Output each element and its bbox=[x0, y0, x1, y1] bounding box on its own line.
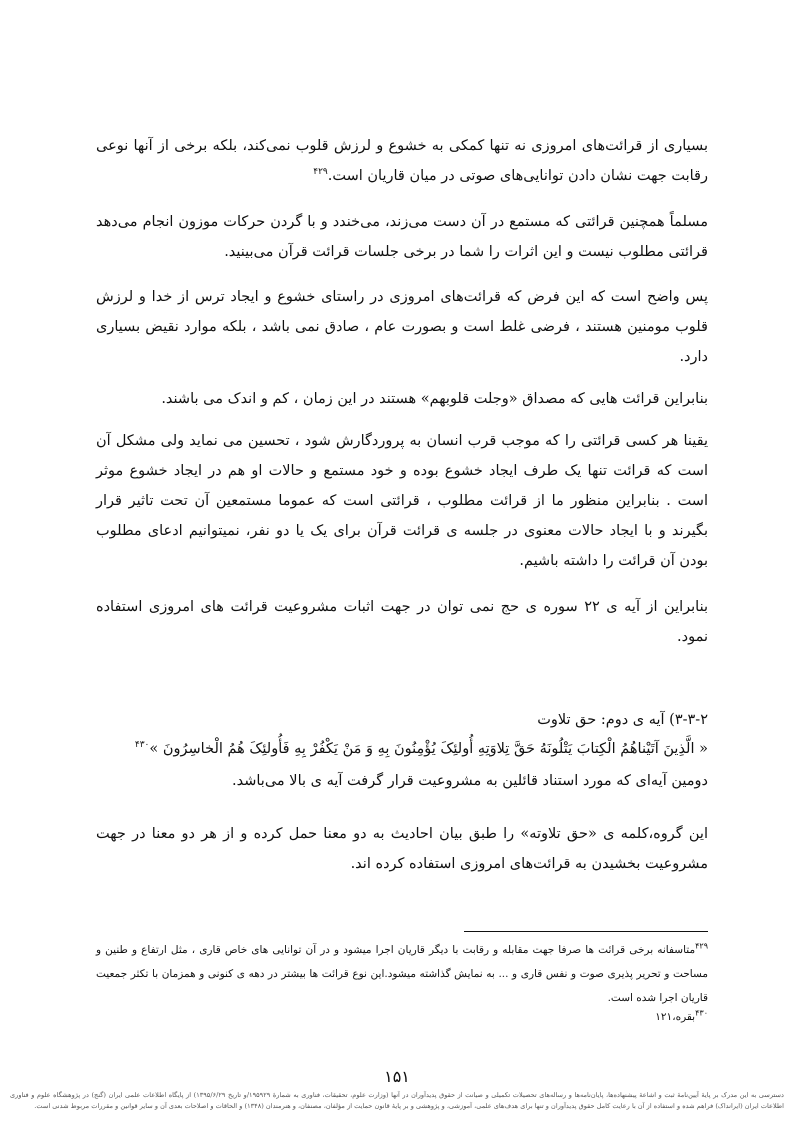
legal-notice: دسترسی به این مدرک بر پایهٔ آیین‌نامهٔ ثبت و اشاعهٔ پیشنهاده‌ها، پایان‌نامه‌ها و رساله‌های تحصیلات تکمیلی و صیانت از حقوق پدیدآوران در آنها (وزارت علوم، تحقیقات، فناوری به شمارهٔ ۱۹۵۹۲۹/و تاریخ ۱۳۹۵/۶/۲۹) از پایگاه اطلاعات علمی ایران (گنج) در پژوهشگاه علوم و فناوری اطلاعات ایران (ایرانداک) فراهم شده و استفاده از آن با رعایت کامل حقوق پدیدآوران و تنها برای هدف‌های علمی، آموزشی، و پژوهشی و بر پایهٔ قانون حمایت از مؤلفان، مصنفان، و هنرمندان (۱۳۴۸) و الحاقات و اصلاحات بعدی آن و سایر قوانین و مقررات مربوط شدنی است. bbox=[10, 1091, 784, 1110]
paragraph-1 bbox=[96, 131, 708, 191]
paragraph-1-text: بسیاری از قرائت‌های امروزی نه تنها کمکی به خشوع و لرزش قلوب نمی‌کند، بلکه برخی از آنها نوعی رقابت جهت نشان دادن توانایی‌های صوتی در میان قاریان است. bbox=[96, 138, 708, 184]
footnote-number: ۴۳۰ bbox=[695, 1008, 708, 1018]
quran-verse bbox=[96, 735, 708, 763]
footnote-ref-430[interactable]: ۴۳۰ bbox=[134, 740, 150, 751]
page-number: ۱۵۱ bbox=[384, 1067, 410, 1086]
paragraph-4: بنابراین قرائت هایی که مصداق «وجلت قلوبهم» هستند در این زمان ، کم و اندک می باشند. bbox=[161, 391, 708, 407]
section-heading: ۳-۳-۲) آیه ی دوم: حق تلاوت bbox=[537, 712, 708, 728]
footnote-429 bbox=[96, 938, 708, 1010]
footnote-separator bbox=[464, 931, 708, 932]
footnote-text: بقره،۱۲۱ bbox=[655, 1011, 696, 1023]
paragraph-3: پس واضح است که این فرض که قرائت‌های امروزی در راستای خشوع و ایجاد ترس از خدا و لرزش قلوب مومنین هستند ، فرضی غلط است و بصورت عام ، صادق نمی باشد ، بلکه موارد نقیض بسیاری دارد. bbox=[96, 289, 708, 365]
footnote-number: ۴۲۹ bbox=[695, 941, 708, 951]
paragraph-6: بنابراین از آیه ی ۲۲ سوره ی حج نمی توان در جهت اثبات مشروعیت قرائت های امروزی استفاده نمود. bbox=[96, 599, 708, 645]
paragraph-8: این گروه،کلمه ی «حق تلاوته» را طبق بیان احادیث به دو معنا حمل کرده و از هر دو معنا در جهت مشروعیت بخشیدن به قرائت‌های امروزی استفاده کرده اند. bbox=[96, 826, 708, 872]
paragraph-7: دومین آیه‌ای که مورد استناد قائلین به مشروعیت قرار گرفت آیه ی بالا می‌باشد. bbox=[232, 773, 708, 789]
footnote-430 bbox=[96, 1005, 708, 1029]
verse-text: « الَّذِینَ آتَیْناهُمُ الْکِتابَ یَتْلُونَهُ حَقَّ تِلاوَتِهِ أُولئِکَ یُؤْمِنُونَ بِهِ وَ مَنْ یَکْفُرْ بِهِ فَأُولئِکَ هُمُ الْخاسِرُونَ » bbox=[149, 741, 708, 757]
footnote-ref-429[interactable]: ۴۲۹ bbox=[313, 167, 328, 178]
paragraph-5: یقینا هر کسی قرائتی را که موجب قرب انسان به پروردگارش شود ، تحسین می نماید ولی مشکل آن است که قرائت تنها یک طرف ایجاد خشوع بوده و خود مستمع و حالات او هم در ایجاد خشوع موثر است . بنابراین منظور ما از قرائت مطلوب ، قرائتی است که عموما مستمعین آن تحت تاثیر قرار بگیرند و با ایجاد حالات معنوی در جلسه ی قرائت قرآن برای یک یا دو نفر، نمیتوانیم ادعای مطلوب بودن آن قرائت را داشته باشیم. bbox=[96, 433, 708, 569]
paragraph-2: مسلماً همچنین قرائتی که مستمع در آن دست می‌زند، می‌خندد و با گردن حرکات موزون انجام می‌دهد قرائتی مطلوب نیست و این اثرات را شما در برخی جلسات قرائت قرآن می‌بینید. bbox=[96, 214, 708, 260]
footnote-text: متاسفانه برخی قرائت ها صرفا جهت مقابله و رقابت با دیگر قاریان اجرا میشود و در آن توانایی های خاص قاری ، مثل ارتفاع و طنین و مساحت و تحریر پذیری صوت و نفس قاری و ... به نمایش گذاشته میشود.این نوع قرائت ها بیشتر در دهه ی کنونی و همزمان با تکثر جمعیت قاریان اجرا شده است. bbox=[96, 944, 708, 1004]
